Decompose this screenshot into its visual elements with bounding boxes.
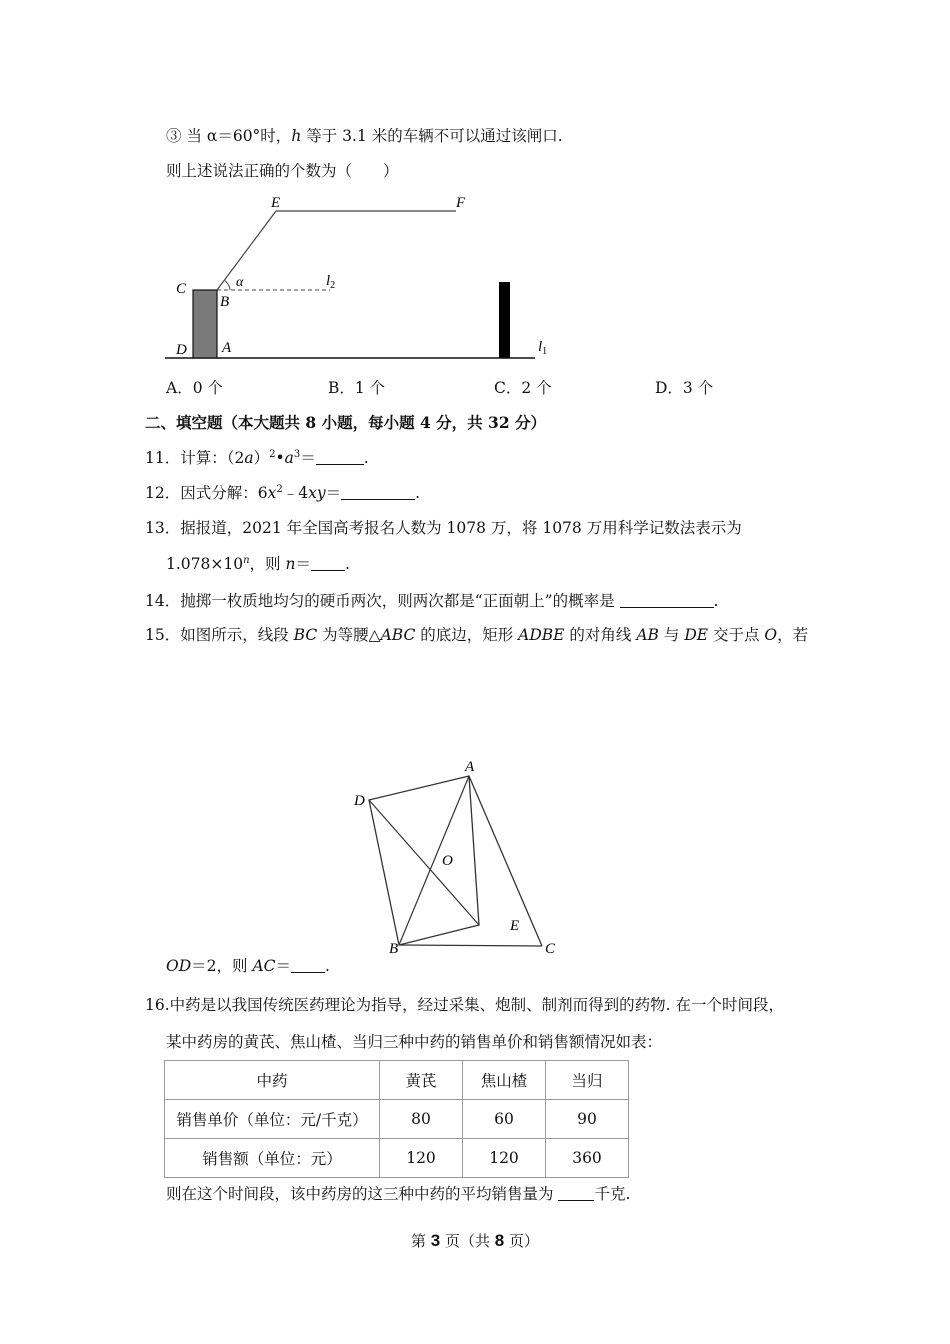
q15-line2: OD＝2，则 AC＝ . [166, 957, 330, 975]
diagonal-DE [369, 800, 479, 925]
segment-BC [399, 945, 542, 946]
table-header-cell: 当归 [546, 1061, 629, 1100]
q16-line1: 16.中药是以我国传统医药理论为指导，经过采集、炮制、制剂而得到的药物. 在一个时间段， [145, 996, 785, 1014]
q16-line2: 某中药房的黄芪、焦山楂、当归三种中药的销售单价和销售额情况如表： [166, 1033, 663, 1051]
rectangle-ADBE [369, 776, 479, 945]
diagonal-AB [399, 776, 469, 945]
q11-answer-blank[interactable] [316, 449, 364, 465]
table-cell: 360 [546, 1139, 629, 1178]
label-O: O [442, 853, 453, 869]
q10-item3: ③ 当 α＝60°时，h 等于 3.1 米的车辆不可以通过该闸口. [166, 127, 563, 145]
label-F: F [456, 195, 466, 211]
q10-option-b: B．1 个 [328, 379, 386, 397]
q15-answer-blank[interactable] [291, 957, 325, 973]
label-B: B [389, 941, 399, 957]
q12: 12．因式分解：$6x^2﹣4xy=$ . [145, 484, 421, 502]
label-l1: $l_1$ [538, 339, 548, 357]
q10-option-d: D．3 个 [655, 379, 714, 397]
label-l2: $l_2$ [326, 273, 336, 291]
table-header-row [165, 1061, 629, 1100]
label-E: E [271, 195, 281, 211]
q10-option-c: C．2 个 [494, 379, 552, 397]
gate-post-right [499, 282, 510, 358]
gate-post-left [193, 290, 217, 358]
q15-line1: 15．如图所示，线段 BC 为等腰△ABC 的底边，矩形 ADBE 的对角线 AB 与 DE 交于点 O，若 [145, 626, 809, 644]
table-header-cell: 中药 [165, 1061, 380, 1100]
q10-option-a: A．0 个 [166, 379, 223, 397]
q16-table [164, 1060, 629, 1178]
q14: 14．抛掷一枚质地均匀的硬币两次，则两次都是“正面朝上”的概率是 . [145, 592, 719, 610]
label-C: C [545, 941, 556, 957]
q14-answer-blank[interactable] [620, 592, 714, 608]
q11: 11．计算：$(2a)^2•a^3=$ . [145, 449, 369, 467]
page-total: 8 [494, 1231, 505, 1250]
label-alpha: α [236, 275, 244, 290]
table-cell: 销售额（单位：元） [165, 1139, 380, 1178]
page-number: 3 [430, 1231, 441, 1250]
item3-marker: ③ [166, 127, 182, 145]
table-cell: 120 [463, 1139, 546, 1178]
q13-line2: $1.078\times 10^n$，则 n＝ . [166, 555, 350, 573]
table-header-cell: 焦山楂 [463, 1061, 546, 1100]
section2-heading: 二、填空题（本大题共 8 小题，每小题 4 分，共 32 分） [145, 413, 547, 432]
table-cell: 120 [380, 1139, 463, 1178]
q13-answer-blank[interactable] [311, 555, 345, 571]
q13-line1: 13．据报道，2021 年全国高考报名人数为 1078 万，将 1078 万用科学记数法表示为 [145, 519, 742, 537]
table-cell: 60 [463, 1100, 546, 1139]
q16-answer-blank[interactable] [558, 1185, 594, 1201]
table-row [165, 1100, 629, 1139]
barrier-arm-BE [217, 211, 276, 290]
label-D: D [354, 793, 365, 809]
label-A: A [222, 340, 232, 356]
table-cell: 80 [380, 1100, 463, 1139]
label-A: A [465, 759, 475, 775]
table-cell: 销售单价（单位：元/千克） [165, 1100, 380, 1139]
table-header-cell: 黄芪 [380, 1061, 463, 1100]
alpha-arc [224, 280, 230, 290]
table-cell: 90 [546, 1100, 629, 1139]
q10-question: 则上述说法正确的个数为（ ） [166, 162, 399, 180]
table-row [165, 1139, 629, 1178]
q16-after: 则在这个时间段，该中药房的这三种中药的平均销售量为 千克. [166, 1185, 631, 1203]
q12-answer-blank[interactable] [341, 484, 415, 500]
label-E: E [510, 918, 520, 934]
label-C: C [176, 281, 187, 297]
page-footer: 第 3 页（共 8 页） [410, 1231, 540, 1250]
q15-figure [345, 755, 565, 960]
q10-figure [160, 190, 560, 370]
label-B: B [220, 294, 230, 310]
label-D: D [176, 342, 187, 358]
segment-AC [469, 776, 542, 946]
